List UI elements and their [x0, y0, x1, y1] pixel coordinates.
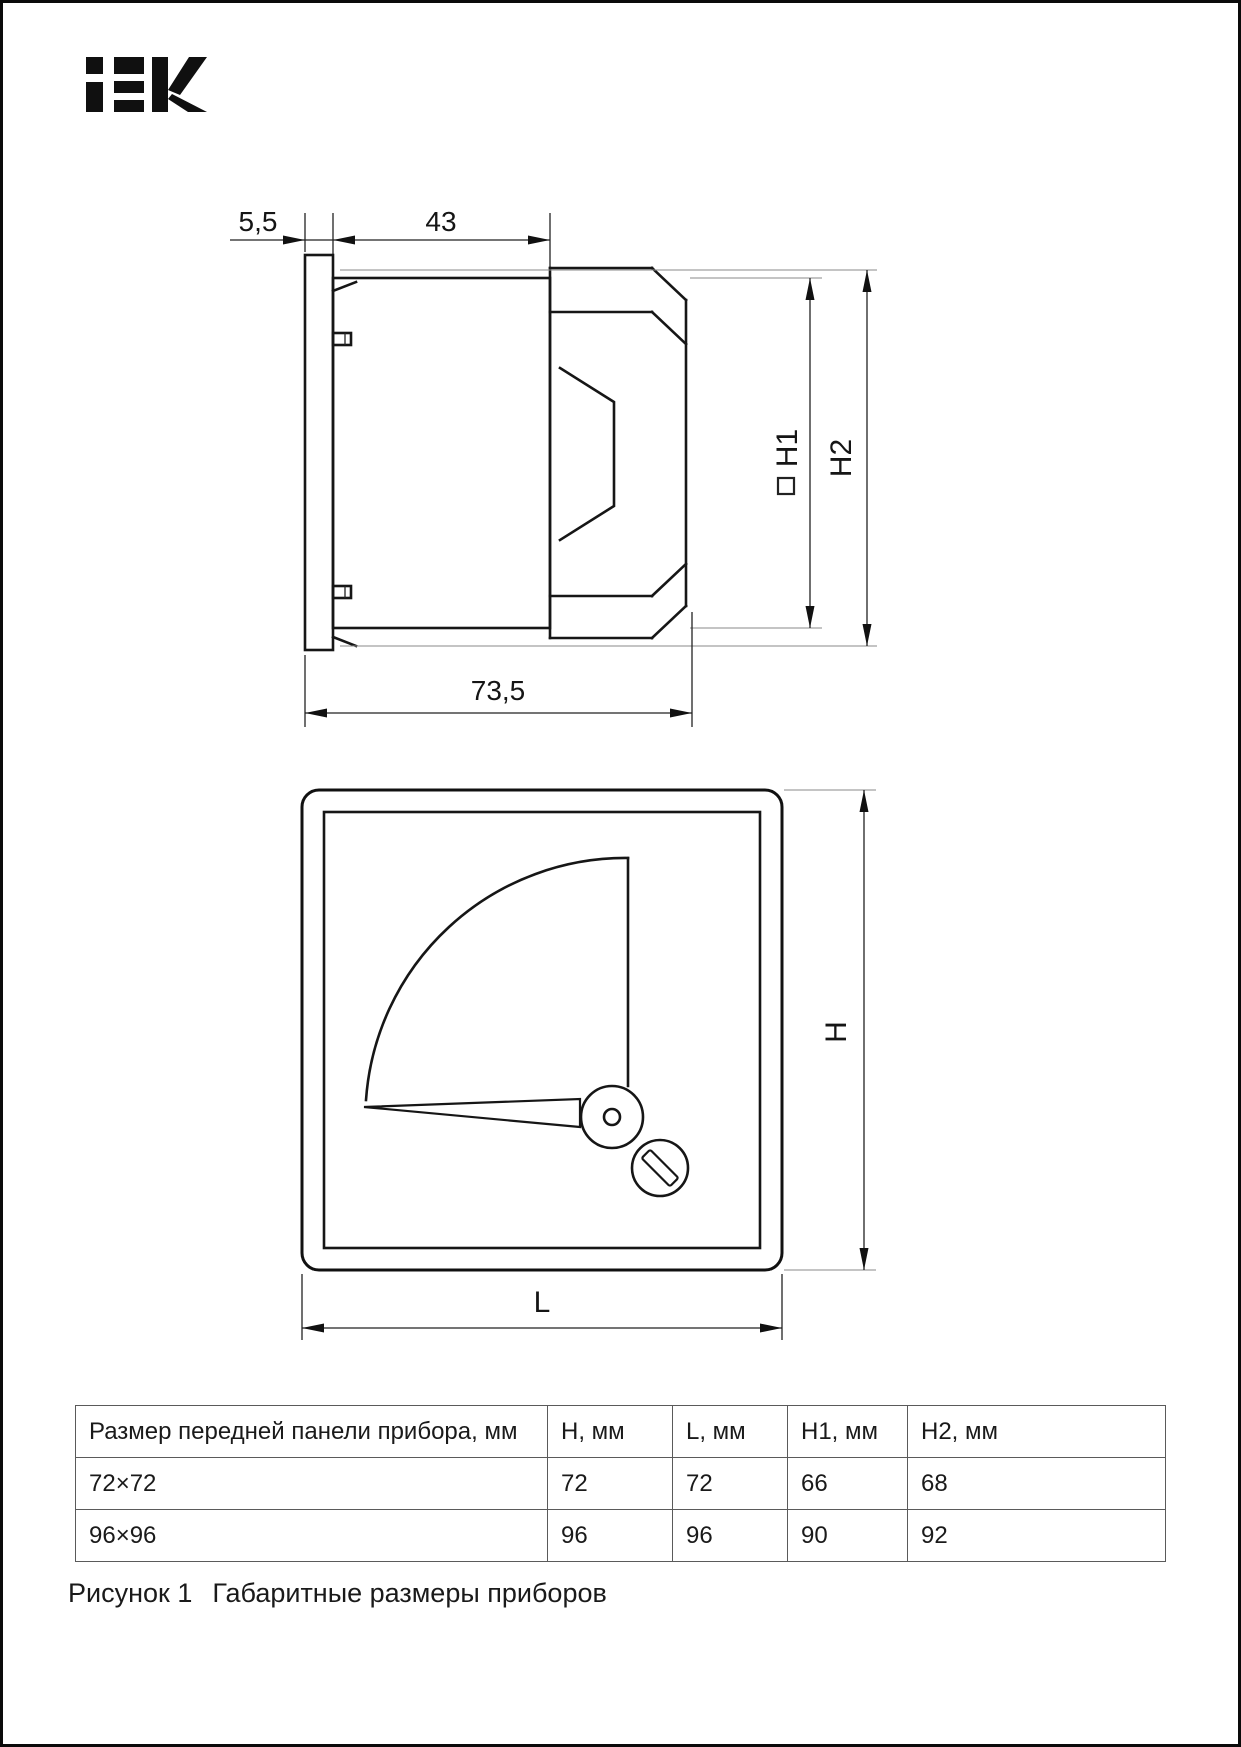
cell-size-96: 96×96 — [76, 1510, 548, 1562]
cell-h2-96: 92 — [908, 1510, 1166, 1562]
header-h2: H2, мм — [908, 1406, 1166, 1458]
cell-h-96: 96 — [548, 1510, 673, 1562]
dim-arrow — [806, 606, 815, 628]
scale-arc — [366, 858, 628, 1100]
mounting-panel-plate — [305, 255, 333, 650]
side-dim-flange-thickness: 5,5 — [238, 206, 278, 237]
square-outline-symbol — [778, 478, 794, 494]
bezel-recess — [560, 368, 614, 540]
cell-h1-72: 66 — [788, 1458, 908, 1510]
front-view — [302, 790, 876, 1340]
dim-arrow — [283, 236, 305, 245]
meter-body-side — [333, 278, 550, 628]
side-dim-body-depth: 43 — [425, 206, 457, 237]
side-dim-h1: H1 — [771, 428, 804, 468]
scale-sector — [366, 858, 628, 1100]
cell-l-96: 96 — [673, 1510, 788, 1562]
dim-arrow — [863, 270, 872, 292]
side-view — [230, 206, 877, 727]
figure-caption — [68, 1578, 607, 1609]
table-row — [76, 1458, 1166, 1510]
figure-caption-text: Габаритные размеры приборов — [212, 1578, 607, 1608]
cell-h1-96: 90 — [788, 1510, 908, 1562]
dim-arrow — [302, 1324, 324, 1333]
table-row — [76, 1510, 1166, 1562]
dimensions-table — [75, 1405, 1166, 1562]
clamp-tab-bottom — [333, 586, 351, 598]
dim-arrow — [528, 236, 550, 245]
table-header-row — [76, 1406, 1166, 1458]
front-bezel-outline — [302, 790, 782, 1270]
front-dim-height: H — [820, 1021, 853, 1043]
dim-arrow — [333, 236, 355, 245]
header-h: H, мм — [548, 1406, 673, 1458]
bezel-side — [550, 268, 686, 638]
dim-arrow — [860, 790, 869, 812]
header-panel-size: Размер передней панели прибора, мм — [76, 1406, 548, 1458]
dim-arrow — [760, 1324, 782, 1333]
cell-h2-72: 68 — [908, 1458, 1166, 1510]
meter-needle — [364, 1099, 580, 1127]
front-window-outline — [324, 812, 760, 1248]
dim-arrow — [670, 709, 692, 718]
header-l: L, мм — [673, 1406, 788, 1458]
front-dim-width: L — [533, 1286, 551, 1319]
side-dim-h2: H2 — [825, 438, 858, 478]
needle-pivot — [581, 1086, 643, 1148]
header-h1: H1, мм — [788, 1406, 908, 1458]
dim-arrow — [806, 278, 815, 300]
cell-size-72: 72×72 — [76, 1458, 548, 1510]
side-dim-total-depth: 73,5 — [470, 675, 526, 706]
dim-arrow — [860, 1248, 869, 1270]
dim-arrow — [863, 624, 872, 646]
cell-h-72: 72 — [548, 1458, 673, 1510]
dim-arrow — [305, 709, 327, 718]
figure-caption-number: Рисунок 1 — [68, 1578, 193, 1608]
cell-l-72: 72 — [673, 1458, 788, 1510]
clamp-tab-top — [333, 333, 351, 345]
